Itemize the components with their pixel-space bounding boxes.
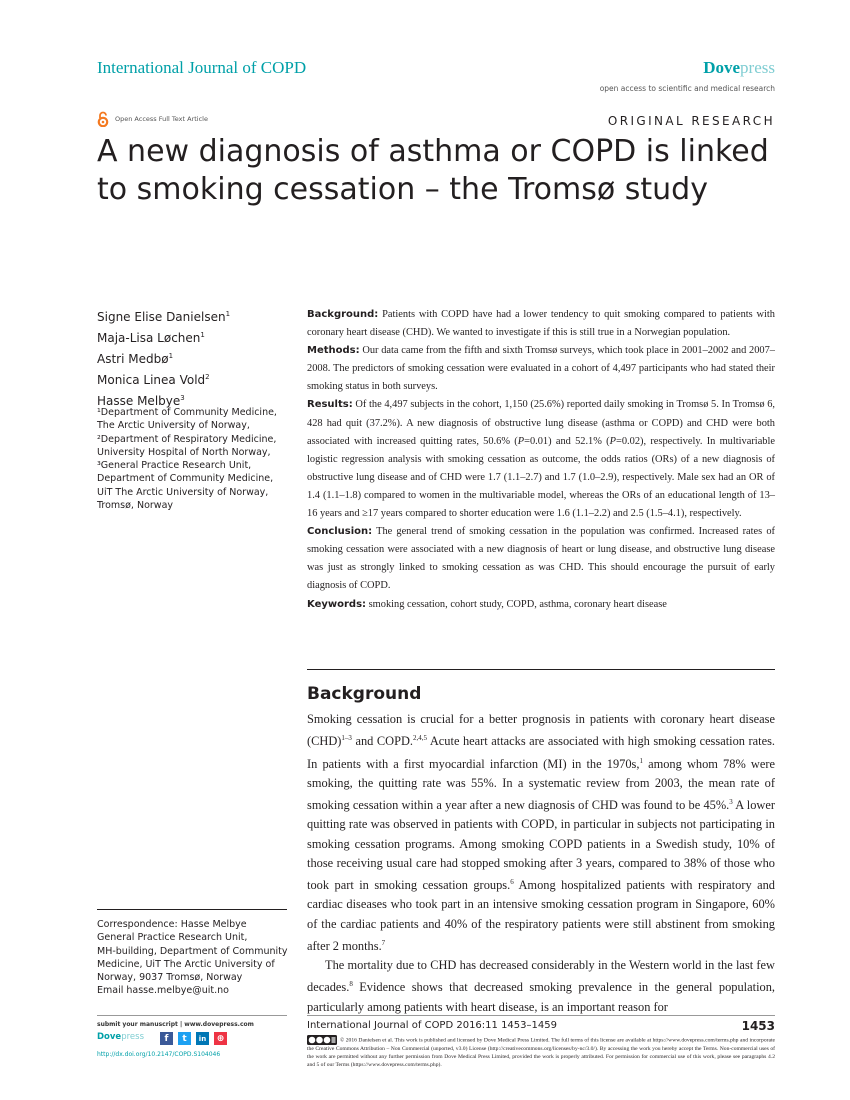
abstract-background: Background: Patients with COPD have had a lower tendency to quit smoking compared to patients with coronary heart disease (CHD). We wanted to investigate if this is still true in a Norwegian population. (307, 309, 775, 339)
facebook-icon[interactable]: f (160, 1032, 173, 1045)
abstract-conclusion: Conclusion: The general trend of smoking cessation in the population was confirmed. Increased rates of smoking cessation were associated with a new diagnosis of heart or lung disease, and obstructive lung disease was just as strongly linked to smoking cessation as was CHD. This should encourage the pursuit of early diagnosis of COPD. (307, 526, 775, 592)
affiliation-line: UiT The Arctic University of Norway, (97, 486, 269, 498)
journal-citation: International Journal of COPD 2016:11 1453–1459 (307, 1020, 557, 1031)
article-title (97, 133, 777, 209)
correspondence-line: Medicine, UiT The Arctic University of (97, 958, 275, 970)
body-paragraph: The mortality due to CHD has decreased considerably in the Western world in the last few decades.$^8$ Evidence shows that decreased smoking prevalence in the general population, particularly among patients with heart disease, is an important reason for (307, 958, 775, 1014)
correspondence-email[interactable]: Email hasse.melbye@uit.no (97, 985, 229, 997)
body-text (307, 710, 775, 1017)
affiliation-line: ²Department of Respiratory Medicine, (97, 433, 277, 445)
author-item: Signe Elise Danielsen$^1$ (97, 310, 231, 324)
correspondence-line: MH-building, Department of Community (97, 945, 288, 957)
submit-manuscript-link[interactable]: submit your manuscript | www.dovepress.com (97, 1021, 254, 1028)
footer-publisher-logo[interactable]: Dovepress (97, 1032, 144, 1042)
author-item: Monica Linea Vold$^2$ (97, 373, 210, 387)
abstract-methods: Methods: Our data came from the fifth and sixth Tromsø surveys, which took place in 2001–2002 and 2007–2008. The predictors of smoking cessation were evaluated in a cohort of 4,497 participants who had stated their smoking status in both surveys. (307, 345, 775, 393)
publisher-tagline: open access to scientific and medical research (599, 84, 775, 93)
author-item: Astri Medbø$^1$ (97, 352, 174, 366)
author-item: Hasse Melbye$^3$ (97, 394, 185, 408)
abstract-divider (307, 669, 775, 670)
twitter-icon[interactable]: t (178, 1032, 191, 1045)
creative-commons-icon (307, 1035, 337, 1045)
affiliations (97, 406, 297, 512)
page-number: 1453 (741, 1019, 775, 1033)
abstract (307, 306, 775, 614)
abstract-results: Results: Of the 4,497 subjects in the cohort, 1,150 (25.6%) reported daily smoking in Tromsø 5. In Tromsø 6, 428 had quit (37.2%). A new diagnosis of obstructive lung disease (asthma or COPD) and CHD were both associated with increased quitting rates, 50.6% (P=0.01) and 52.1% (P=0.02), respectively. In multivariable logistic regression analysis with smoking cessation as outcome, the odds ratios (ORs) of a new diagnosis of obstructive lung disease and of CHD were 1.7 (1.1–2.7) and 1.7 (1.0–2.9), respectively. Male sex had an OR of 1.4 (1.1–1.8) compared to women in the multivariable model, whereas the ORs of an educational length of 13–16 years and ≥17 years compared to shorter education were 1.6 (1.1–2.2) and 2.5 (1.5–4.1), respectively. (307, 399, 775, 520)
correspondence-line: Norway, 9037 Tromsø, Norway (97, 972, 243, 984)
linkedin-icon[interactable]: in (196, 1032, 209, 1045)
correspondence (97, 918, 287, 998)
footer-divider-right (307, 1015, 775, 1016)
social-links (160, 1032, 227, 1045)
author-list (97, 305, 297, 410)
doi-link[interactable]: http://dx.doi.org/10.2147/COPD.S104046 (97, 1051, 221, 1058)
share-icon[interactable]: ⊕ (214, 1032, 227, 1045)
author-item: Maja-Lisa Løchen$^1$ (97, 331, 205, 345)
abstract-keywords: Keywords: smoking cessation, cohort study, COPD, asthma, coronary heart disease (307, 598, 667, 610)
affiliation-line: ³General Practice Research Unit, (97, 460, 252, 472)
body-paragraph: Smoking cessation is crucial for a better prognosis in patients with coronary heart disease (CHD)$^{1-3}$ and COPD.$^{2,4,5}$ Acute heart attacks are associated with high smoking cessation rates. In patients with a first myocardial infarction (MI) in the 1970s,$^1$ among whom 78% were smoking, the quitting rate was 55%. In a systematic review from 2003, the mean rate of smoking cessation within a year after a new diagnosis of CHD was found to be 45%.$^3$ A lower quitting rate was observed in patients with COPD, in particular in subjects not participating in smoking cessation programs. Among smoking COPD patients in a Swedish study, 10% of those receiving usual care had stopped smoking after 3 years, compared to 38% of those who took part in smoking cessation groups.$^6$ Among hospitalized patients with respiratory and cardiac diseases who took part in an intensive smoking cessation program in Singapore, 60% of the cardiac patients and 40% of the respiratory patients were still abstinent from smoking after 2 months.$^7$ (307, 712, 775, 953)
license-text: © 2016 Danielsen et al. This work is published and licensed by Dove Medical Press Limited. The full terms of this license are available at https://www.dovepress.com/terms.php and incorporate the Creative Commons Attribution – Non Commercial (unported, v3.0) License (http://creativecommons.org/licenses/by-nc/3.0/). By accessing the work you hereby accept the Terms. Non-commercial uses of the work are permitted without any further permission from Dove Medical Press Limited, provided the work is properly attributed. For permission for commercial use of this work, please see paragraphs 4.2 and 5 of our Terms (https://www.dovepress.com/terms.php). (307, 1035, 775, 1069)
affiliation-line: Tromsø, Norway (97, 500, 174, 512)
open-access-label: Open Access Full Text Article (115, 115, 208, 123)
open-access-badge (97, 111, 208, 127)
correspondence-line: General Practice Research Unit, (97, 932, 248, 944)
footer-divider-left (97, 1015, 287, 1016)
brand-main: Dove (703, 58, 741, 77)
publisher-logo[interactable] (703, 58, 775, 78)
section-heading: Background (307, 684, 422, 704)
affiliation-line: Department of Community Medicine, (97, 473, 274, 485)
journal-name[interactable]: International Journal of COPD (97, 58, 307, 77)
affiliation-line: ¹Department of Community Medicine, (97, 407, 277, 418)
article-type: ORIGINAL RESEARCH (607, 114, 775, 128)
open-access-icon (97, 111, 109, 127)
title-line-2: to smoking cessation – the Tromsø study (97, 172, 708, 207)
affiliation-line: The Arctic University of Norway, (97, 420, 250, 432)
correspondence-divider (97, 909, 287, 910)
brand-suffix: press (740, 58, 775, 77)
correspondence-line: Correspondence: Hasse Melbye (97, 919, 247, 930)
title-line-1: A new diagnosis of asthma or COPD is linked (97, 134, 769, 169)
affiliation-line: University Hospital of North Norway, (97, 446, 271, 458)
